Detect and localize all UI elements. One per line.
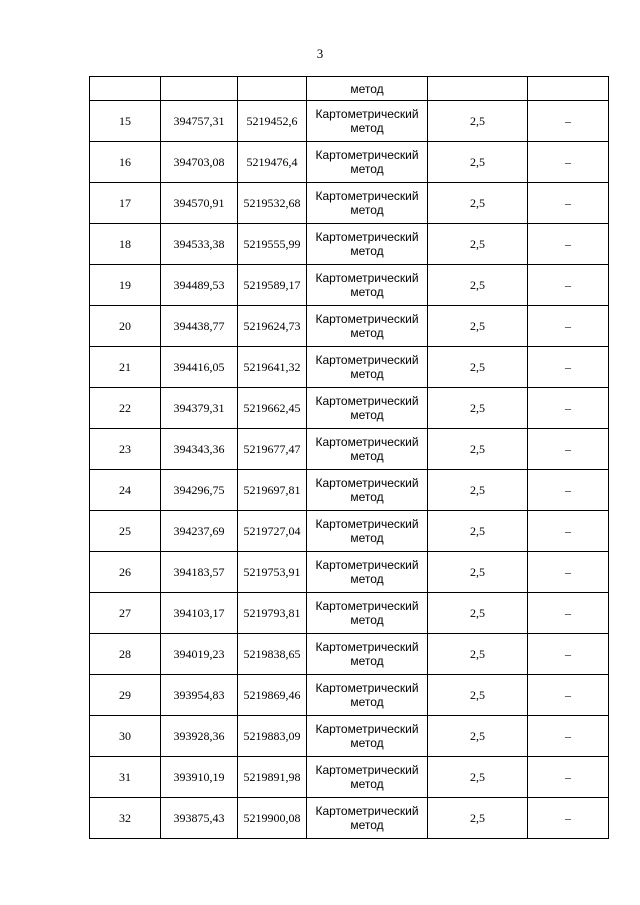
table-row — [90, 798, 609, 839]
method-cell — [307, 798, 428, 839]
y-coordinate-cell: 5219697,81 — [238, 470, 307, 511]
note-cell: – — [528, 183, 609, 224]
point-number-cell: 27 — [90, 593, 161, 634]
x-coordinate-cell: 393910,19 — [161, 757, 238, 798]
method-line-1: Картометрический — [315, 394, 419, 408]
note-cell: – — [528, 552, 609, 593]
table-row — [90, 265, 609, 306]
y-coordinate-cell: 5219838,65 — [238, 634, 307, 675]
table-row — [90, 634, 609, 675]
x-coordinate-cell: 394379,31 — [161, 388, 238, 429]
y-coordinate-cell: 5219891,98 — [238, 757, 307, 798]
note-cell: – — [528, 265, 609, 306]
method-cell — [307, 757, 428, 798]
method-line-1: Картометрический — [315, 353, 419, 367]
table-row — [90, 470, 609, 511]
method-line-1: Картометрический — [315, 230, 419, 244]
point-number-cell: 21 — [90, 347, 161, 388]
x-coordinate-cell: 394237,69 — [161, 511, 238, 552]
y-coordinate-cell: 5219662,45 — [238, 388, 307, 429]
method-line-2: метод — [350, 777, 384, 791]
note-cell: – — [528, 101, 609, 142]
table-row — [90, 306, 609, 347]
page-number: 3 — [316, 46, 324, 61]
point-number-cell: 32 — [90, 798, 161, 839]
point-number-cell: 26 — [90, 552, 161, 593]
accuracy-cell: 2,5 — [428, 224, 528, 265]
table-row — [90, 716, 609, 757]
method-line-2: метод — [350, 736, 384, 750]
accuracy-cell: 2,5 — [428, 388, 528, 429]
method-line-2: метод — [350, 203, 384, 217]
point-number-cell: 28 — [90, 634, 161, 675]
note-cell — [528, 77, 609, 101]
method-cell — [307, 511, 428, 552]
point-number-cell: 19 — [90, 265, 161, 306]
point-number-cell: 30 — [90, 716, 161, 757]
accuracy-cell: 2,5 — [428, 634, 528, 675]
note-cell: – — [528, 470, 609, 511]
method-cell — [307, 142, 428, 183]
accuracy-cell: 2,5 — [428, 757, 528, 798]
method-line-1: Картометрический — [315, 189, 419, 203]
accuracy-cell: 2,5 — [428, 675, 528, 716]
point-number-cell: 17 — [90, 183, 161, 224]
y-coordinate-cell: 5219555,99 — [238, 224, 307, 265]
y-coordinate-cell: 5219727,04 — [238, 511, 307, 552]
point-number-cell: 24 — [90, 470, 161, 511]
method-line-1: Картометрический — [315, 107, 419, 121]
table-row — [90, 388, 609, 429]
method-cell — [307, 388, 428, 429]
method-line-1: Картометрический — [315, 312, 419, 326]
x-coordinate-cell: 394533,38 — [161, 224, 238, 265]
method-cell — [307, 716, 428, 757]
table-row — [90, 347, 609, 388]
method-line-1: Картометрический — [315, 558, 419, 572]
accuracy-cell: 2,5 — [428, 101, 528, 142]
y-coordinate-cell: 5219452,6 — [238, 101, 307, 142]
method-line-2: метод — [350, 572, 384, 586]
method-cell — [307, 101, 428, 142]
y-coordinate-cell: 5219476,4 — [238, 142, 307, 183]
y-coordinate-cell: 5219869,46 — [238, 675, 307, 716]
x-coordinate-cell: 393928,36 — [161, 716, 238, 757]
method-cell — [307, 429, 428, 470]
y-coordinate-cell: 5219624,73 — [238, 306, 307, 347]
accuracy-cell: 2,5 — [428, 183, 528, 224]
note-cell: – — [528, 224, 609, 265]
method-cell — [307, 347, 428, 388]
method-line-2: метод — [350, 367, 384, 381]
method-cell — [307, 224, 428, 265]
table-row — [90, 224, 609, 265]
y-coordinate-cell: 5219793,81 — [238, 593, 307, 634]
method-line-1: Картометрический — [315, 435, 419, 449]
note-cell: – — [528, 511, 609, 552]
continued-row — [90, 77, 609, 101]
method-line-2: метод — [350, 121, 384, 135]
accuracy-cell: 2,5 — [428, 716, 528, 757]
point-number-cell: 22 — [90, 388, 161, 429]
coordinates-table — [89, 76, 609, 839]
x-coordinate-cell: 393875,43 — [161, 798, 238, 839]
x-coordinate-cell: 393954,83 — [161, 675, 238, 716]
method-line-1: Картометрический — [315, 599, 419, 613]
x-coordinate-cell: 394019,23 — [161, 634, 238, 675]
y-coordinate-cell: 5219883,09 — [238, 716, 307, 757]
method-line-1: Картометрический — [315, 517, 419, 531]
method-line-2: метод — [350, 326, 384, 340]
point-number-cell: 20 — [90, 306, 161, 347]
table-row — [90, 552, 609, 593]
table-row — [90, 675, 609, 716]
method-line-2: метод — [350, 244, 384, 258]
method-line-1: Картометрический — [315, 681, 419, 695]
table-row — [90, 142, 609, 183]
accuracy-cell: 2,5 — [428, 142, 528, 183]
table-row — [90, 429, 609, 470]
x-coordinate-cell — [161, 77, 238, 101]
method-line-2: метод — [350, 695, 384, 709]
method-line-2: метод — [350, 818, 384, 832]
accuracy-cell — [428, 77, 528, 101]
x-coordinate-cell: 394416,05 — [161, 347, 238, 388]
method-line-1: Картометрический — [315, 804, 419, 818]
point-number-cell — [90, 77, 161, 101]
accuracy-cell: 2,5 — [428, 511, 528, 552]
y-coordinate-cell: 5219900,08 — [238, 798, 307, 839]
method-line-2: метод — [350, 408, 384, 422]
method-cell — [307, 634, 428, 675]
y-coordinate-cell: 5219532,68 — [238, 183, 307, 224]
method-cell — [307, 593, 428, 634]
accuracy-cell: 2,5 — [428, 265, 528, 306]
method-cell — [307, 265, 428, 306]
note-cell: – — [528, 306, 609, 347]
method-cell — [307, 675, 428, 716]
point-number-cell: 15 — [90, 101, 161, 142]
point-number-cell: 18 — [90, 224, 161, 265]
table-row — [90, 511, 609, 552]
y-coordinate-cell: 5219753,91 — [238, 552, 307, 593]
x-coordinate-cell: 394296,75 — [161, 470, 238, 511]
method-line-2: метод — [350, 531, 384, 545]
y-coordinate-cell: 5219641,32 — [238, 347, 307, 388]
note-cell: – — [528, 593, 609, 634]
method-cell — [307, 183, 428, 224]
accuracy-cell: 2,5 — [428, 429, 528, 470]
note-cell: – — [528, 142, 609, 183]
note-cell: – — [528, 429, 609, 470]
accuracy-cell: 2,5 — [428, 470, 528, 511]
method-line-1: Картометрический — [315, 271, 419, 285]
point-number-cell: 16 — [90, 142, 161, 183]
accuracy-cell: 2,5 — [428, 306, 528, 347]
x-coordinate-cell: 394438,77 — [161, 306, 238, 347]
table-row — [90, 757, 609, 798]
method-line-1: Картометрический — [315, 722, 419, 736]
accuracy-cell: 2,5 — [428, 347, 528, 388]
point-number-cell: 23 — [90, 429, 161, 470]
method-line-2: метод — [350, 162, 384, 176]
note-cell: – — [528, 388, 609, 429]
x-coordinate-cell: 394570,91 — [161, 183, 238, 224]
table-row — [90, 101, 609, 142]
note-cell: – — [528, 757, 609, 798]
method-line-2: метод — [350, 490, 384, 504]
accuracy-cell: 2,5 — [428, 552, 528, 593]
method-line-1: Картометрический — [315, 148, 419, 162]
accuracy-cell: 2,5 — [428, 593, 528, 634]
method-line-1: Картометрический — [315, 476, 419, 490]
note-cell: – — [528, 347, 609, 388]
method-line-1: Картометрический — [315, 640, 419, 654]
point-number-cell: 31 — [90, 757, 161, 798]
note-cell: – — [528, 716, 609, 757]
method-cell — [307, 552, 428, 593]
table-row — [90, 593, 609, 634]
point-number-cell: 25 — [90, 511, 161, 552]
point-number-cell: 29 — [90, 675, 161, 716]
x-coordinate-cell: 394489,53 — [161, 265, 238, 306]
x-coordinate-cell: 394703,08 — [161, 142, 238, 183]
method-line-2: метод — [350, 613, 384, 627]
table-row — [90, 183, 609, 224]
method-cell — [307, 470, 428, 511]
method-cell — [307, 306, 428, 347]
accuracy-cell: 2,5 — [428, 798, 528, 839]
method-cell: метод — [307, 77, 428, 101]
method-line-2: метод — [350, 449, 384, 463]
x-coordinate-cell: 394103,17 — [161, 593, 238, 634]
note-cell: – — [528, 798, 609, 839]
x-coordinate-cell: 394757,31 — [161, 101, 238, 142]
method-line-1: Картометрический — [315, 763, 419, 777]
method-line-2: метод — [350, 285, 384, 299]
y-coordinate-cell — [238, 77, 307, 101]
note-cell: – — [528, 634, 609, 675]
method-line-2: метод — [350, 654, 384, 668]
y-coordinate-cell: 5219677,47 — [238, 429, 307, 470]
x-coordinate-cell: 394343,36 — [161, 429, 238, 470]
y-coordinate-cell: 5219589,17 — [238, 265, 307, 306]
note-cell: – — [528, 675, 609, 716]
x-coordinate-cell: 394183,57 — [161, 552, 238, 593]
